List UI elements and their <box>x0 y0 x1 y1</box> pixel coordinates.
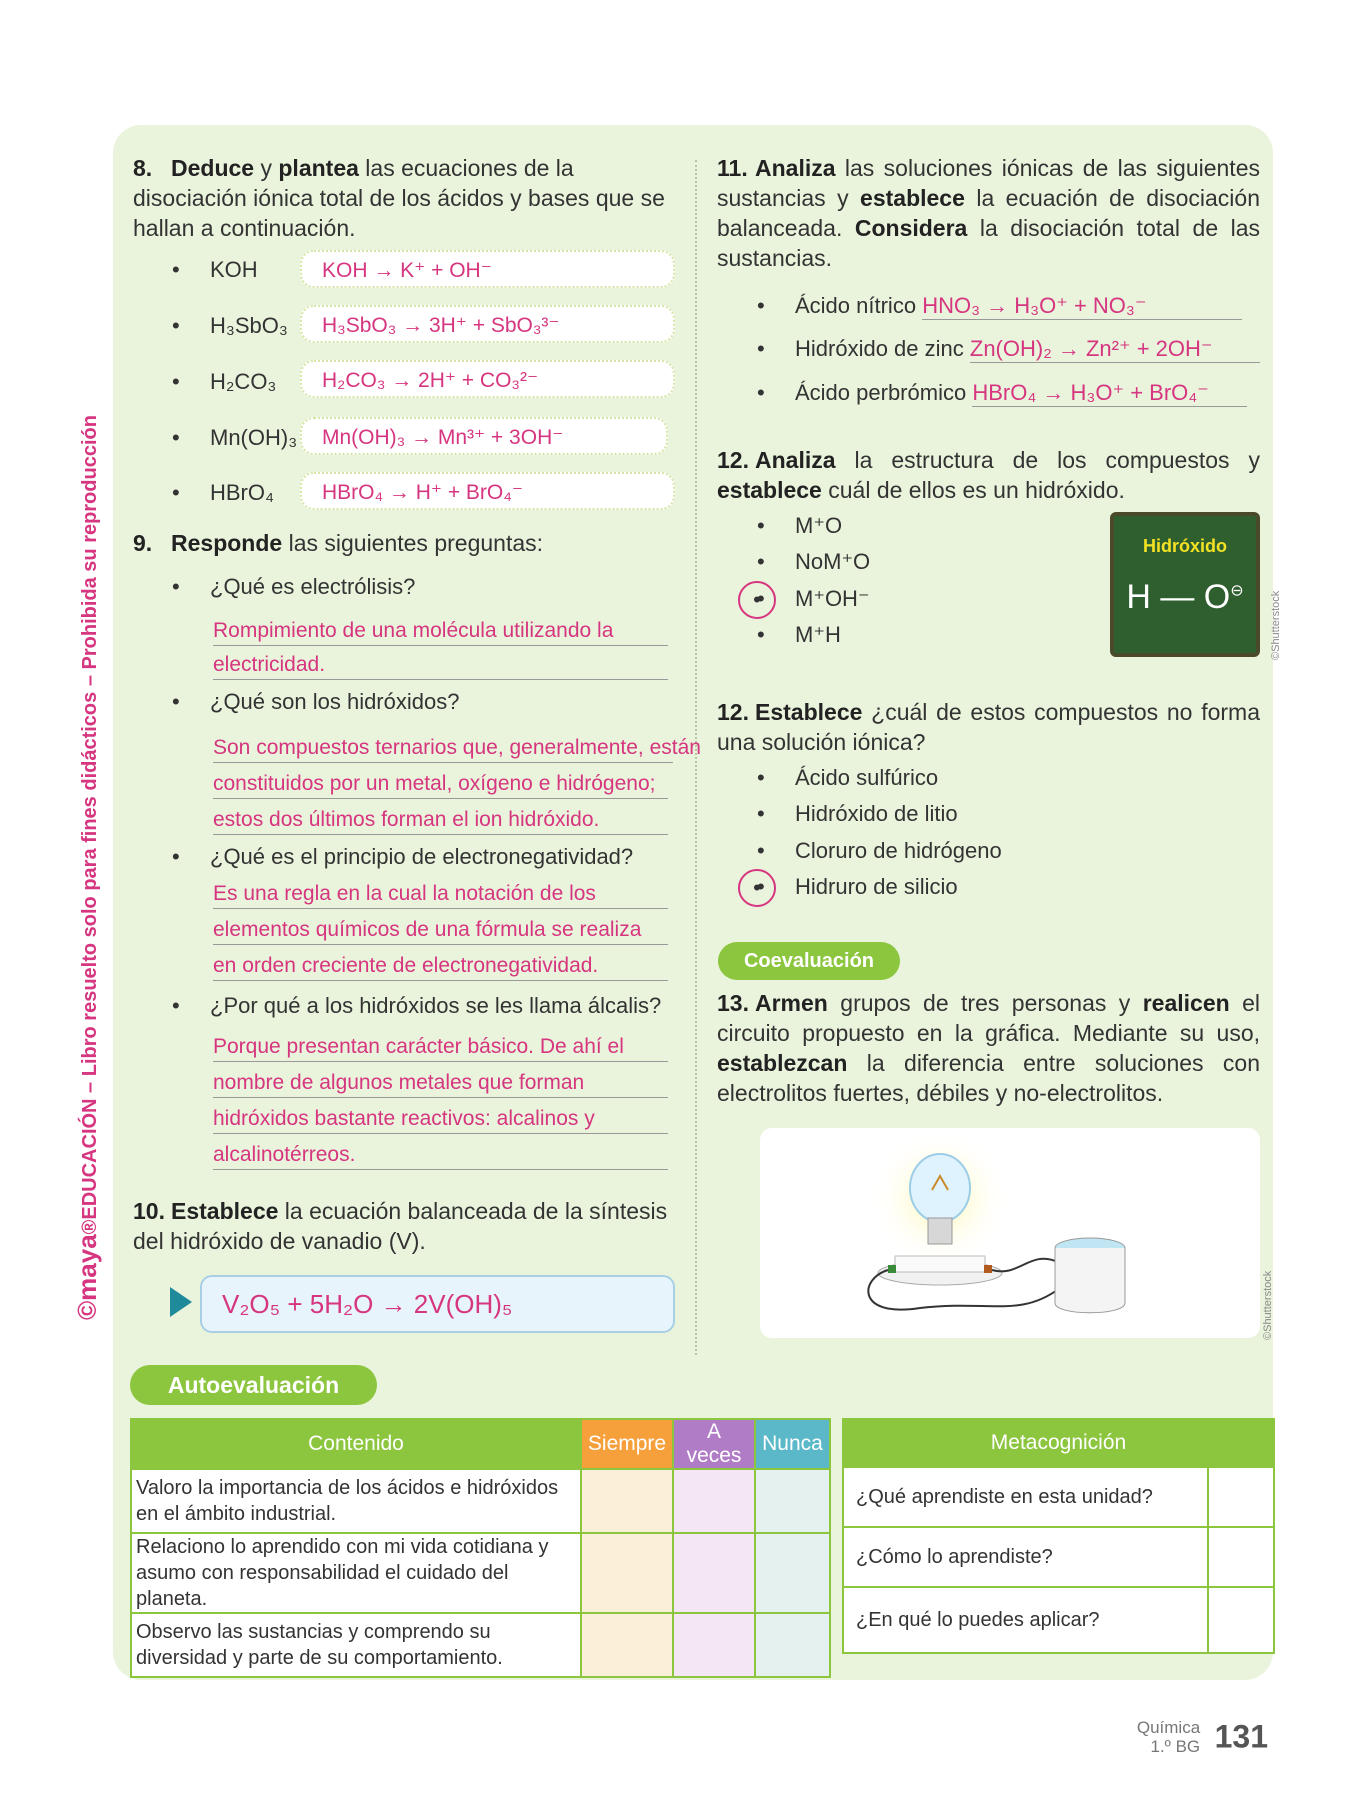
q11-item: • Hidróxido de zinc Zn(OH)₂ → Zn²⁺ + 2OH⁻ <box>795 336 1260 363</box>
a-veces-cell[interactable] <box>673 1469 755 1533</box>
image-credit: ©Shutterstock <box>1262 1270 1274 1340</box>
q10-answer: V₂O₅ + 5H₂O → 2V(OH)₅ <box>200 1275 675 1333</box>
siempre-cell[interactable] <box>581 1533 673 1613</box>
q8-item-label: • KOH <box>210 257 258 283</box>
table-row <box>131 1613 830 1677</box>
row-label: Observo las sustancias y comprendo su diversidad y parte de su comportamiento. <box>131 1613 581 1677</box>
q12a-option: • M⁺O <box>795 513 842 539</box>
image-credit: ©Shutterstock <box>1270 590 1282 660</box>
answer-line: elementos químicos de una fórmula se realiza <box>213 916 668 945</box>
nunca-cell[interactable] <box>755 1613 830 1677</box>
autoevaluacion-label: Autoevaluación <box>130 1365 377 1405</box>
row-label: ¿Cómo lo aprendiste? <box>843 1527 1208 1587</box>
a-veces-cell[interactable] <box>673 1613 755 1677</box>
answer-line: Rompimiento de una molécula utilizando la <box>213 617 668 646</box>
q12a-option: • M⁺H <box>795 622 841 648</box>
answer-line: estos dos últimos forman el ion hidróxido. <box>213 806 668 835</box>
answer-cell[interactable] <box>1208 1587 1274 1653</box>
q8-item-label: • H₃SbO₃ <box>210 313 288 339</box>
q8-item-label: • HBrO₄ <box>210 480 274 506</box>
answer-line: alcalinotérreos. <box>213 1141 668 1170</box>
row-label: Valoro la importancia de los ácidos e hidróxidos en el ámbito industrial. <box>131 1469 581 1533</box>
row-label: Relaciono lo aprendido con mi vida cotidiana y asumo con responsabilidad el cuidado del planeta. <box>131 1533 581 1613</box>
board-title: Hidróxido <box>1143 536 1227 556</box>
autoevaluacion-table <box>130 1418 831 1678</box>
table-row <box>843 1527 1274 1587</box>
column-header: Siempre <box>581 1419 673 1469</box>
row-label: ¿En qué lo puedes aplicar? <box>843 1587 1208 1653</box>
selected-circle-icon: • <box>738 581 776 619</box>
table-header-row <box>843 1419 1274 1467</box>
table-header-row <box>131 1419 830 1469</box>
footer-subject: Química <box>1136 1718 1201 1737</box>
q12a-option: • NoM⁺O <box>795 549 870 575</box>
table-row <box>131 1533 830 1613</box>
q12b-option: • Cloruro de hidrógeno <box>795 838 1002 864</box>
q9-prompt: 9. Responde las siguientes preguntas: <box>133 530 544 556</box>
hydroxide-board <box>1110 512 1260 657</box>
q12a-prompt: 12. Analiza la estructura de los compuestos y establece cuál de ellos es un hidróxido. <box>717 447 1260 503</box>
answer-cell[interactable] <box>1208 1467 1274 1527</box>
siempre-cell[interactable] <box>581 1469 673 1533</box>
column-header: Contenido <box>131 1419 581 1469</box>
table-row <box>131 1469 830 1533</box>
q9-question: • ¿Qué son los hidróxidos? <box>210 689 459 715</box>
column-header: A veces <box>673 1419 755 1469</box>
column-header: Metacognición <box>843 1419 1274 1467</box>
nunca-cell[interactable] <box>755 1469 830 1533</box>
q9-question: • ¿Qué es electrólisis? <box>210 574 415 600</box>
footer-grade: 1.º BG <box>1150 1737 1201 1756</box>
siempre-cell[interactable] <box>581 1613 673 1677</box>
table-row <box>843 1587 1274 1653</box>
answer-line: nombre de algunos metales que forman <box>213 1069 668 1098</box>
answer-line: hidróxidos bastante reactivos: alcalinos y <box>213 1105 668 1134</box>
answer-line: electricidad. <box>213 651 668 680</box>
q12b-option: • Ácido sulfúrico <box>795 765 938 791</box>
q12b-option: • Hidróxido de litio <box>795 801 958 827</box>
q8-item-answer: KOH → K⁺ + OH⁻ <box>300 250 675 288</box>
q12b-prompt: 12. Establece ¿cuál de estos compuestos no forma una solución iónica? <box>717 699 1260 755</box>
q11-prompt: 11. Analiza las soluciones iónicas de las siguientes sustancias y establece la ecuación de disociación balanceada. Considera la disociación total de las sustancias. <box>717 155 1261 271</box>
answer-line: Es una regla en la cual la notación de los <box>213 880 668 909</box>
page-footer <box>1137 1718 1268 1756</box>
answer-line: Porque presentan carácter básico. De ahí el <box>213 1033 668 1062</box>
q8-item-answer: H₃SbO₃ → 3H⁺ + SbO₃³⁻ <box>300 305 675 343</box>
side-copyright: ©maya®EDUCACIÓN – Libro resuelto solo para fines didácticos – Prohibida su reproducción <box>72 415 102 1320</box>
q11-item: • Ácido nítrico HNO₃ → H₃O⁺ + NO₃⁻ <box>795 293 1260 320</box>
q8-item-label: • H₂CO₃ <box>210 369 276 395</box>
q10-prompt: 10. Establece la ecuación balanceada de la síntesis del hidróxido de vanadio (V). <box>133 1198 668 1254</box>
q8-prompt: 8. Deduce y plantea las ecuaciones de la disociación iónica total de los ácidos y bases que se hallan a continuación. <box>133 155 665 241</box>
column-header: Nunca <box>755 1419 830 1469</box>
coevaluacion-label: Coevaluación <box>718 942 900 980</box>
q8-item-answer: H₂CO₃ → 2H⁺ + CO₃²⁻ <box>300 360 675 398</box>
answer-cell[interactable] <box>1208 1527 1274 1587</box>
board-formula: H — O⊖ <box>1126 578 1244 616</box>
arrow-marker-icon <box>170 1287 192 1317</box>
q8-item-answer: Mn(OH)₃ → Mn³⁺ + 3OH⁻ <box>300 417 668 455</box>
page-number: 131 <box>1214 1718 1268 1755</box>
answer-line: constituidos por un metal, oxígeno e hidrógeno; <box>213 770 668 799</box>
q11-item: • Ácido perbrómico HBrO₄ → H₃O⁺ + BrO₄⁻ <box>795 380 1260 407</box>
nunca-cell[interactable] <box>755 1533 830 1613</box>
a-veces-cell[interactable] <box>673 1533 755 1613</box>
q12b-option-selected: • Hidruro de silicio <box>795 874 958 900</box>
bulb-circuit-icon <box>760 1128 1260 1338</box>
metacognicion-table <box>842 1418 1275 1654</box>
answer-line: en orden creciente de electronegatividad. <box>213 952 668 981</box>
q12a-option-selected: • M⁺OH⁻ <box>795 586 870 612</box>
answer-line: Son compuestos ternarios que, generalmente, están <box>213 734 673 763</box>
q13-prompt: 13. Armen grupos de tres personas y realicen el circuito propuesto en la gráfica. Mediante su uso, establezcan la diferencia entre soluciones con electrolitos fuertes, débiles y no-electrolitos. <box>717 990 1261 1106</box>
q9-question: • ¿Por qué a los hidróxidos se les llama álcalis? <box>210 993 661 1019</box>
q9-question: • ¿Qué es el principio de electronegatividad? <box>210 844 633 870</box>
circuit-image <box>760 1128 1260 1338</box>
q8-item-label: • Mn(OH)₃ <box>210 425 297 451</box>
selected-circle-icon: • <box>738 869 776 907</box>
table-row <box>843 1467 1274 1527</box>
row-label: ¿Qué aprendiste en esta unidad? <box>843 1467 1208 1527</box>
q8-item-answer: HBrO₄ → H⁺ + BrO₄⁻ <box>300 472 675 510</box>
